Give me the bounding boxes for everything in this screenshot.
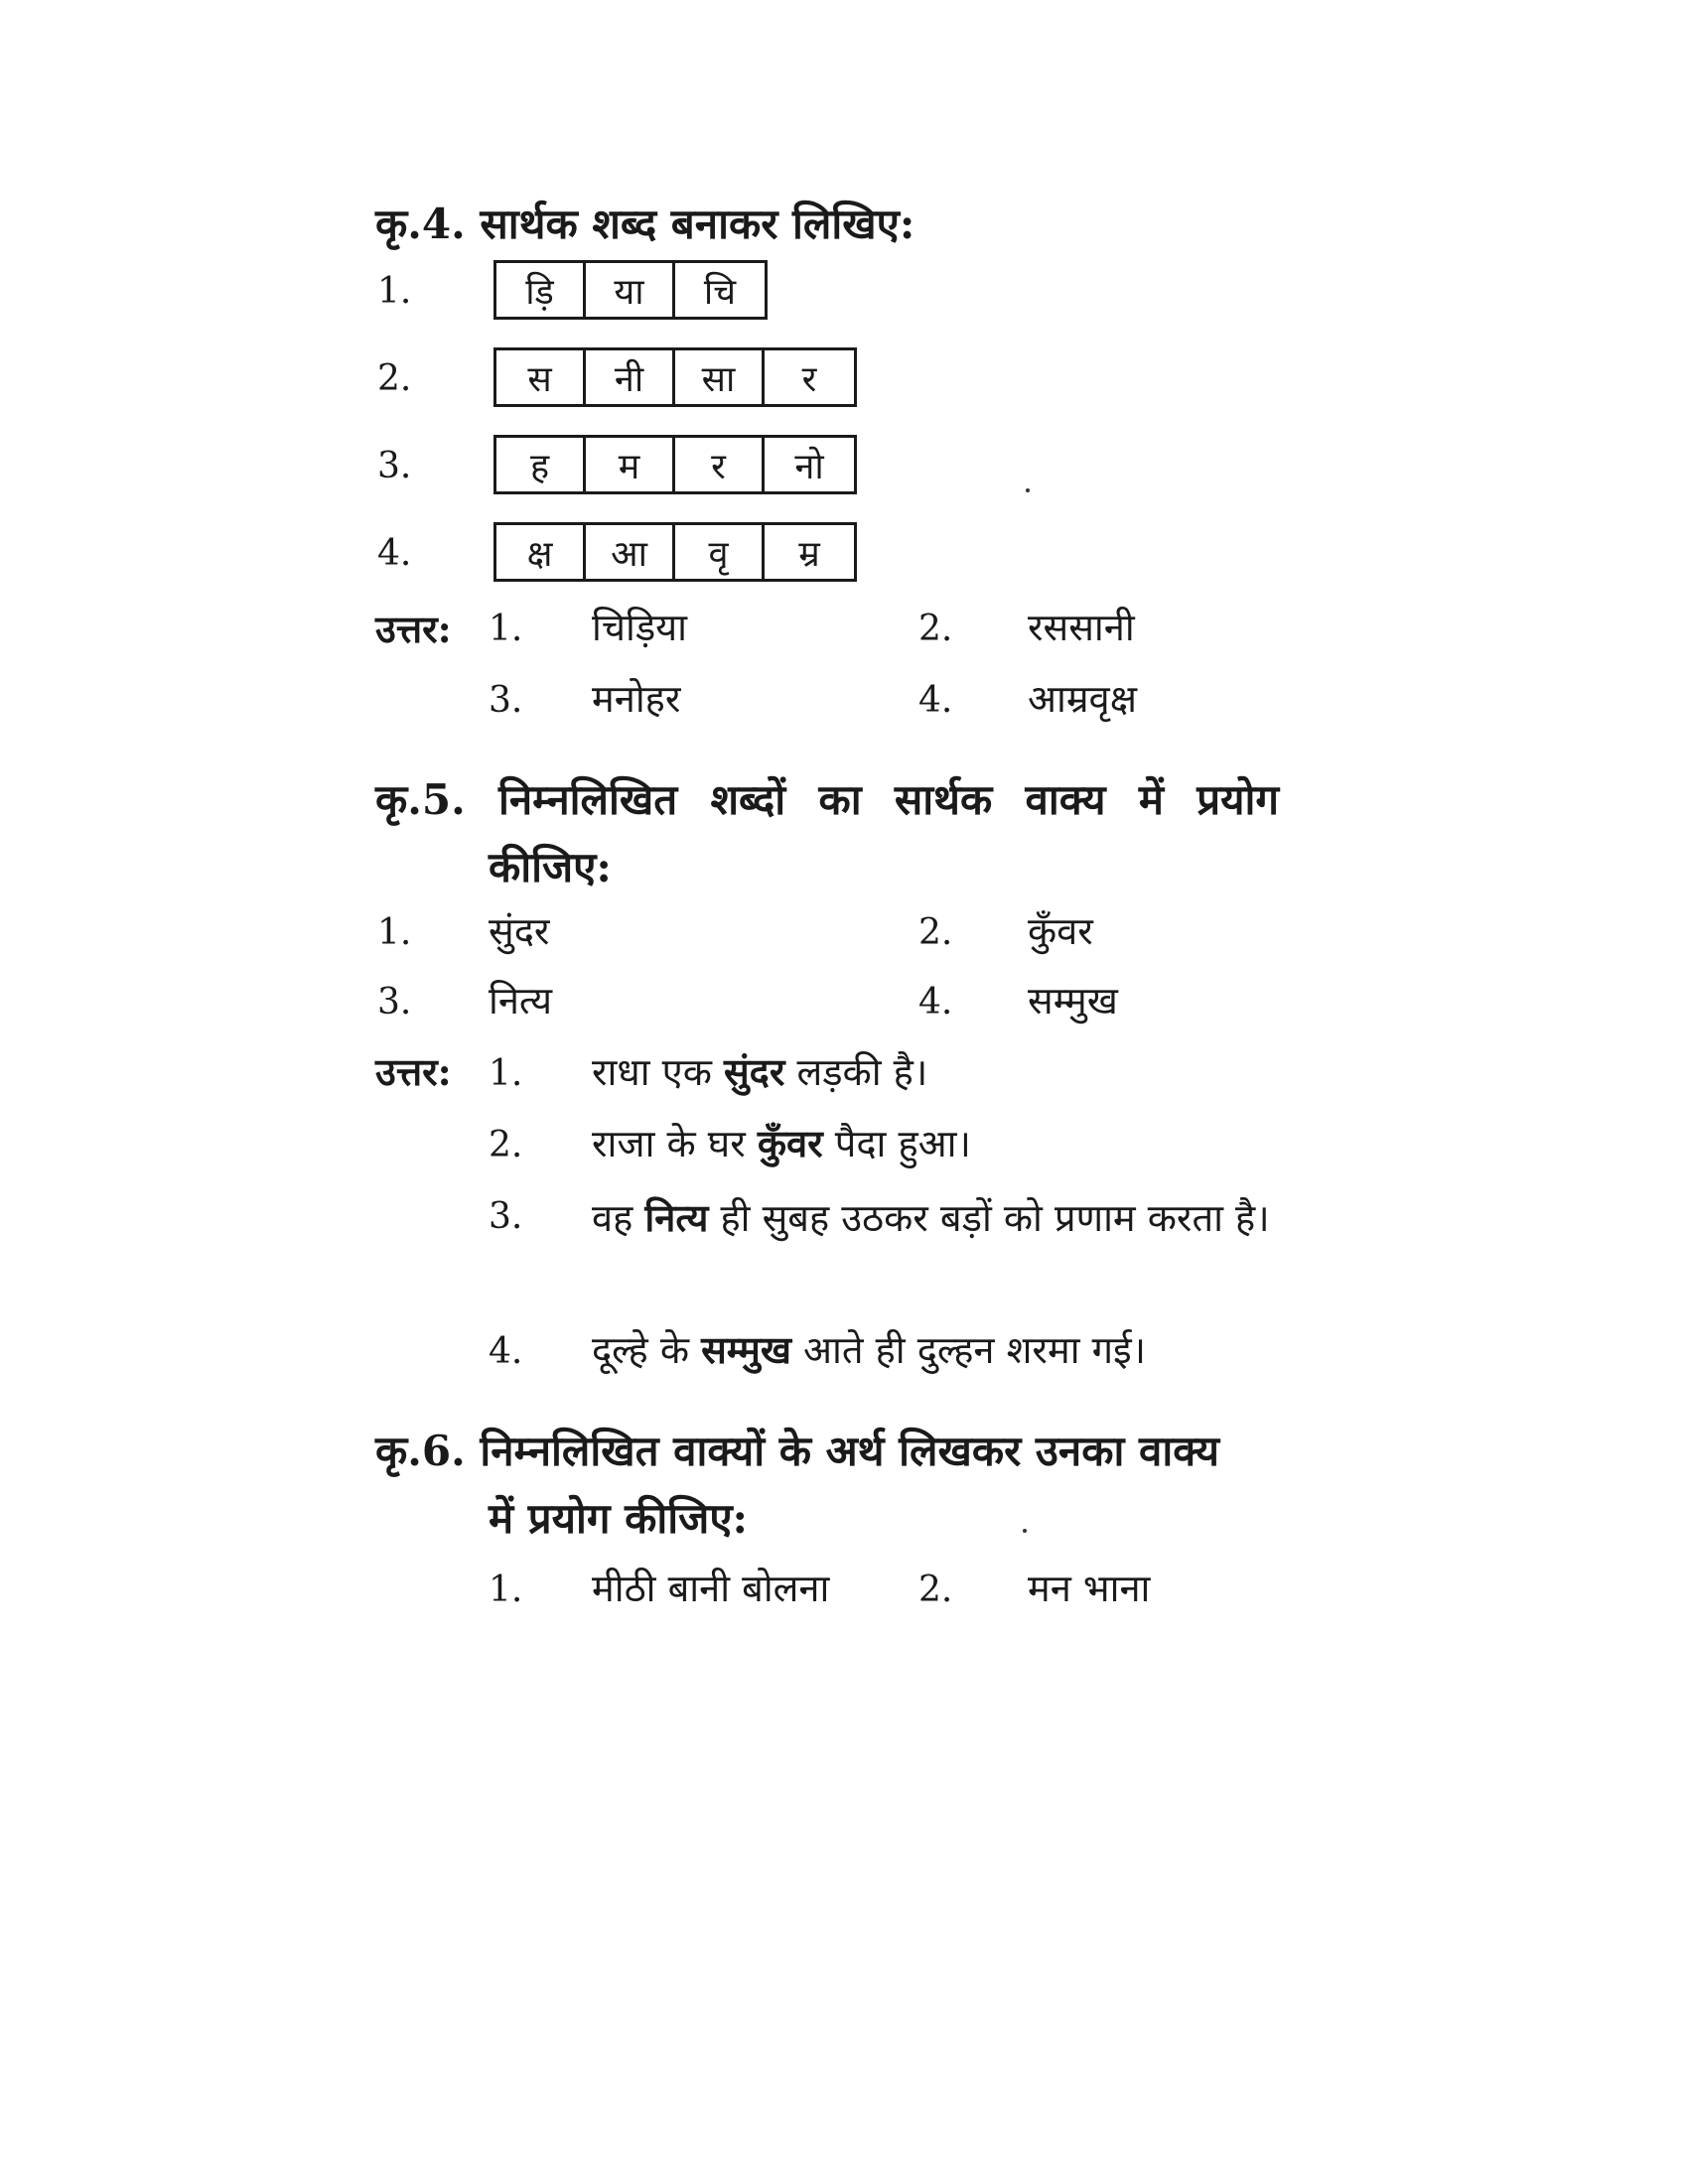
sentence-text: लड़की है। bbox=[784, 1050, 928, 1094]
q4-row-4-number: 4. bbox=[377, 533, 412, 574]
q6-title-line-1: कृ.6. निम्नलिखित वाक्यों के अर्थ लिखकर उनका वाक्य bbox=[375, 1427, 1220, 1475]
sentence-text: आते ही दुल्हन शरमा गई। bbox=[790, 1328, 1147, 1372]
letter-box: या bbox=[586, 263, 675, 317]
key-word: नित्य bbox=[644, 1195, 709, 1240]
q5-answer-label: उत्तर: bbox=[375, 1049, 452, 1094]
sentence-text: राजा के घर bbox=[592, 1122, 758, 1165]
q4-row-2-number: 2. bbox=[377, 358, 412, 399]
sentence-text: राधा एक bbox=[592, 1050, 724, 1094]
q5-title-line-1: कृ.5. निम्नलिखित शब्दों का सार्थक वाक्य में प्रयोग bbox=[375, 775, 1279, 824]
scan-speck bbox=[1023, 1529, 1027, 1533]
q4-answer-4-text: आम्रवृक्ष bbox=[1028, 677, 1137, 721]
q5-sentence-2-number: 2. bbox=[489, 1125, 523, 1165]
q4-row-3-number: 3. bbox=[377, 446, 412, 486]
q4-answer-1-number: 1. bbox=[489, 609, 523, 649]
q6-item-2-number: 2. bbox=[918, 1570, 953, 1610]
q6-item-1-text: मीठी बानी बोलना bbox=[592, 1567, 830, 1610]
q4-answer-3-number: 3. bbox=[489, 680, 523, 721]
sentence-text: वह bbox=[592, 1196, 645, 1240]
q4-row-3-letter-boxes bbox=[493, 435, 857, 494]
q5-sentence-3-number: 3. bbox=[489, 1196, 523, 1237]
letter-box: म्र bbox=[798, 533, 820, 575]
q5-word-3-number: 3. bbox=[377, 982, 412, 1023]
q5-word-4-number: 4. bbox=[918, 982, 953, 1023]
q5-sentence-2 bbox=[592, 1114, 1456, 1173]
letter-box: नी bbox=[586, 350, 675, 404]
q6-title-line-2: में प्रयोग कीजिए: bbox=[489, 1494, 749, 1543]
letter-box: चि bbox=[703, 271, 737, 313]
letter-box: सा bbox=[675, 350, 765, 404]
sentence-text: ही सुबह उठकर बड़ों को प्रणाम करता है। bbox=[708, 1196, 1270, 1240]
q4-row-1-letter-boxes bbox=[493, 260, 768, 320]
q5-sentence-3 bbox=[592, 1185, 1287, 1251]
q4-row-1-number: 1. bbox=[377, 271, 412, 312]
letter-box: वृ bbox=[675, 525, 765, 579]
letter-box: ह bbox=[496, 438, 586, 491]
q5-word-2-text: कुँवर bbox=[1028, 909, 1093, 953]
q4-title: कृ.4. सार्थक शब्द बनाकर लिखिए: bbox=[375, 200, 915, 248]
q5-sentence-4-number: 4. bbox=[489, 1331, 523, 1372]
q5-sentence-1 bbox=[592, 1042, 1456, 1102]
key-word: सुंदर bbox=[723, 1049, 785, 1094]
q5-word-4-text: सम्मुख bbox=[1028, 979, 1118, 1023]
key-word: सम्मुख bbox=[701, 1327, 791, 1372]
q5-word-1-number: 1. bbox=[377, 912, 412, 953]
letter-box: र bbox=[675, 438, 765, 491]
q4-answer-4-number: 4. bbox=[918, 680, 953, 721]
q5-title-line-2: कीजिए: bbox=[489, 843, 612, 891]
letter-box: आ bbox=[586, 525, 675, 579]
key-word: कुँवर bbox=[757, 1121, 823, 1165]
q4-answer-1-text: चिड़िया bbox=[592, 606, 688, 649]
q4-answer-2-text: रससानी bbox=[1028, 606, 1135, 649]
q4-answer-3-text: मनोहर bbox=[592, 677, 681, 721]
q5-sentence-1-number: 1. bbox=[489, 1053, 523, 1094]
letter-box: र bbox=[801, 358, 817, 400]
letter-box: क्ष bbox=[496, 525, 586, 579]
q5-word-3-text: नित्य bbox=[489, 979, 552, 1023]
q5-word-1-text: सुंदर bbox=[489, 909, 550, 953]
letter-box: म bbox=[586, 438, 675, 491]
q4-answer-2-number: 2. bbox=[918, 609, 953, 649]
letter-box: ड़ि bbox=[496, 263, 586, 317]
q4-row-4-letter-boxes bbox=[493, 522, 857, 582]
sentence-text: दूल्हे के bbox=[592, 1328, 702, 1372]
q5-word-2-number: 2. bbox=[918, 912, 953, 953]
letter-box: नो bbox=[794, 446, 824, 487]
sentence-text: पैदा हुआ। bbox=[822, 1122, 971, 1165]
scan-speck bbox=[1026, 488, 1030, 492]
q5-sentence-4 bbox=[592, 1320, 1456, 1380]
letter-box: स bbox=[496, 350, 586, 404]
q4-answer-label: उत्तर: bbox=[375, 607, 452, 651]
q4-row-2-letter-boxes bbox=[493, 347, 857, 407]
q6-item-1-number: 1. bbox=[489, 1570, 523, 1610]
q6-item-2-text: मन भाना bbox=[1028, 1567, 1151, 1610]
